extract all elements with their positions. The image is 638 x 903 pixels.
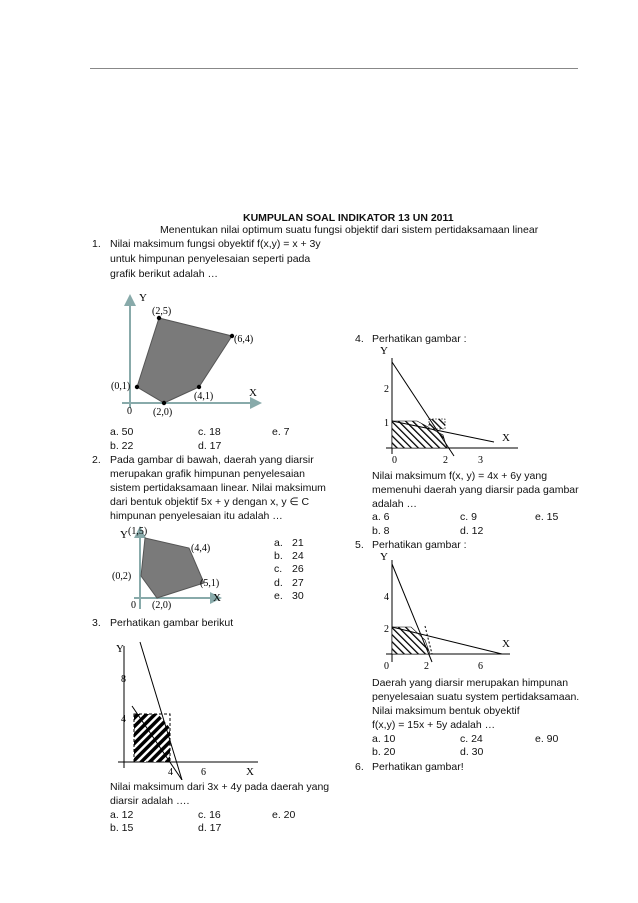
option: a. 10 — [372, 733, 396, 745]
question-text-line: himpunan penyelesaian itu adalah … — [110, 510, 283, 522]
option: c. 9 — [460, 511, 477, 523]
tick-label: 4 — [121, 714, 126, 725]
x-axis-label: X — [249, 387, 257, 399]
question-number: 5. — [355, 539, 364, 551]
y-axis-label: Y — [116, 643, 124, 655]
option-value: 21 — [292, 537, 304, 549]
point-label: (2,0) — [153, 407, 173, 418]
x-axis-label: X — [213, 592, 221, 604]
shaded-region — [392, 627, 430, 654]
question-text-line: Nilai maksimum dari 3x + 4y pada daerah yang — [110, 781, 330, 793]
question-text-line: sistem pertidaksamaan linear. Nilai maksimum — [110, 482, 326, 494]
option-value: 26 — [292, 563, 304, 575]
option: e. 20 — [272, 809, 296, 821]
question-text-line: penyelesaian suatu system pertidaksamaan. — [372, 691, 580, 703]
option: e. 15 — [535, 511, 559, 523]
option: b. 22 — [110, 440, 134, 452]
option: c. 16 — [198, 809, 221, 821]
y-axis-label: Y — [139, 292, 147, 304]
question-text-line: Perhatikan gambar berikut — [110, 617, 234, 629]
document-title: KUMPULAN SOAL INDIKATOR 13 UN 2011 — [243, 212, 454, 224]
q5-graph — [370, 550, 520, 674]
point-label: (2,0) — [152, 600, 172, 611]
option: d. 17 — [198, 440, 222, 452]
question-text-line: Nilai maksimum f(x, y) = 4x + 6y yang — [372, 470, 548, 482]
x-axis-label: X — [502, 432, 510, 444]
origin-label: 0 — [392, 455, 397, 466]
option: b. 20 — [372, 746, 396, 758]
option: e. 7 — [272, 426, 290, 438]
question-text-line: Daerah yang diarsir merupakan himpunan — [372, 677, 569, 689]
option: a. 50 — [110, 426, 134, 438]
option-letter: b. — [274, 550, 283, 562]
question-number: 6. — [355, 761, 364, 773]
tick-label: 2 — [384, 624, 389, 635]
question-number: 2. — [92, 454, 101, 466]
tick-label: 6 — [478, 661, 483, 672]
question-text-line: Nilai maksimum fungsi obyektif f(x,y) = x + 3y — [110, 238, 321, 250]
question-text-line: Perhatikan gambar! — [372, 761, 464, 773]
option: e. 90 — [535, 733, 559, 745]
question-text-line: Nilai maksimum bentuk obyektif — [372, 705, 520, 717]
tick-label: 1 — [384, 418, 389, 429]
question-text-line: grafik berikut adalah … — [110, 268, 218, 280]
q1-graph — [108, 288, 276, 420]
option-value: 30 — [292, 590, 304, 602]
q4-graph — [370, 344, 520, 468]
option-letter: a. — [274, 537, 283, 549]
tick-label: 4 — [168, 767, 173, 778]
option: d. 17 — [198, 822, 222, 834]
question-text-line: diarsir adalah …. — [110, 795, 190, 807]
point-label: (5,1) — [200, 578, 220, 589]
question-text-line: merupakan grafik himpunan penyelesaian — [110, 468, 305, 480]
origin-label: 0 — [131, 600, 136, 611]
tick-label: 4 — [384, 592, 389, 603]
q3-graph — [110, 638, 270, 780]
question-number: 4. — [355, 333, 364, 345]
tick-label: 2 — [443, 455, 448, 466]
tick-label: 2 — [384, 384, 389, 395]
option: a. 12 — [110, 809, 134, 821]
y-axis-label: Y — [380, 551, 388, 563]
x-axis-label: X — [502, 638, 510, 650]
point-label: (0,2) — [112, 571, 132, 582]
point-label: (2,5) — [152, 306, 172, 317]
question-number: 3. — [92, 617, 101, 629]
option-value: 24 — [292, 550, 304, 562]
question-text-line: memenuhi daerah yang diarsir pada gambar — [372, 484, 579, 496]
document-subtitle: Menentukan nilai optimum suatu fungsi objektif dari sistem pertidaksamaan linear — [160, 224, 539, 236]
question-text-line: dari bentuk objektif 5x + y dengan x, y ∈ C — [110, 496, 310, 508]
tick-label: 6 — [201, 767, 206, 778]
option: d. 30 — [460, 746, 484, 758]
option-letter: d. — [274, 577, 283, 589]
option-letter: e. — [274, 590, 283, 602]
point-label: (4,1) — [194, 391, 214, 402]
feasible-region — [137, 318, 232, 403]
question-text-line: adalah … — [372, 498, 417, 510]
question-number: 1. — [92, 238, 101, 250]
tick-label: 8 — [121, 674, 126, 685]
tick-label: 2 — [424, 661, 429, 672]
tick-label: 3 — [478, 455, 483, 466]
option: b. 8 — [372, 525, 390, 537]
option-letter: c. — [274, 563, 283, 575]
y-axis-label: Y — [120, 529, 128, 541]
question-text-line: Pada gambar di bawah, daerah yang diarsir — [110, 454, 314, 466]
point-label: (4,4) — [191, 543, 211, 554]
question-text-line: Perhatikan gambar : — [372, 539, 467, 551]
point-label: (6,4) — [234, 334, 254, 345]
question-text-line: untuk himpunan penyelesaian seperti pada — [110, 253, 311, 265]
header-rule — [90, 68, 578, 69]
option-value: 27 — [292, 577, 304, 589]
question-text-line: f(x,y) = 15x + 5y adalah … — [372, 719, 496, 731]
x-axis-label: X — [246, 766, 254, 778]
q2-graph — [112, 524, 232, 614]
option: c. 24 — [460, 733, 483, 745]
option: d. 12 — [460, 525, 484, 537]
option: b. 15 — [110, 822, 134, 834]
option: c. 18 — [198, 426, 221, 438]
point-label: (0,1) — [111, 381, 131, 392]
origin-label: 0 — [127, 406, 132, 417]
point-label: (1,5) — [128, 526, 148, 537]
y-axis-label: Y — [380, 345, 388, 357]
shaded-box — [429, 419, 445, 429]
option: a. 6 — [372, 511, 390, 523]
origin-label: 0 — [384, 661, 389, 672]
question-text-line: Perhatikan gambar : — [372, 333, 467, 345]
